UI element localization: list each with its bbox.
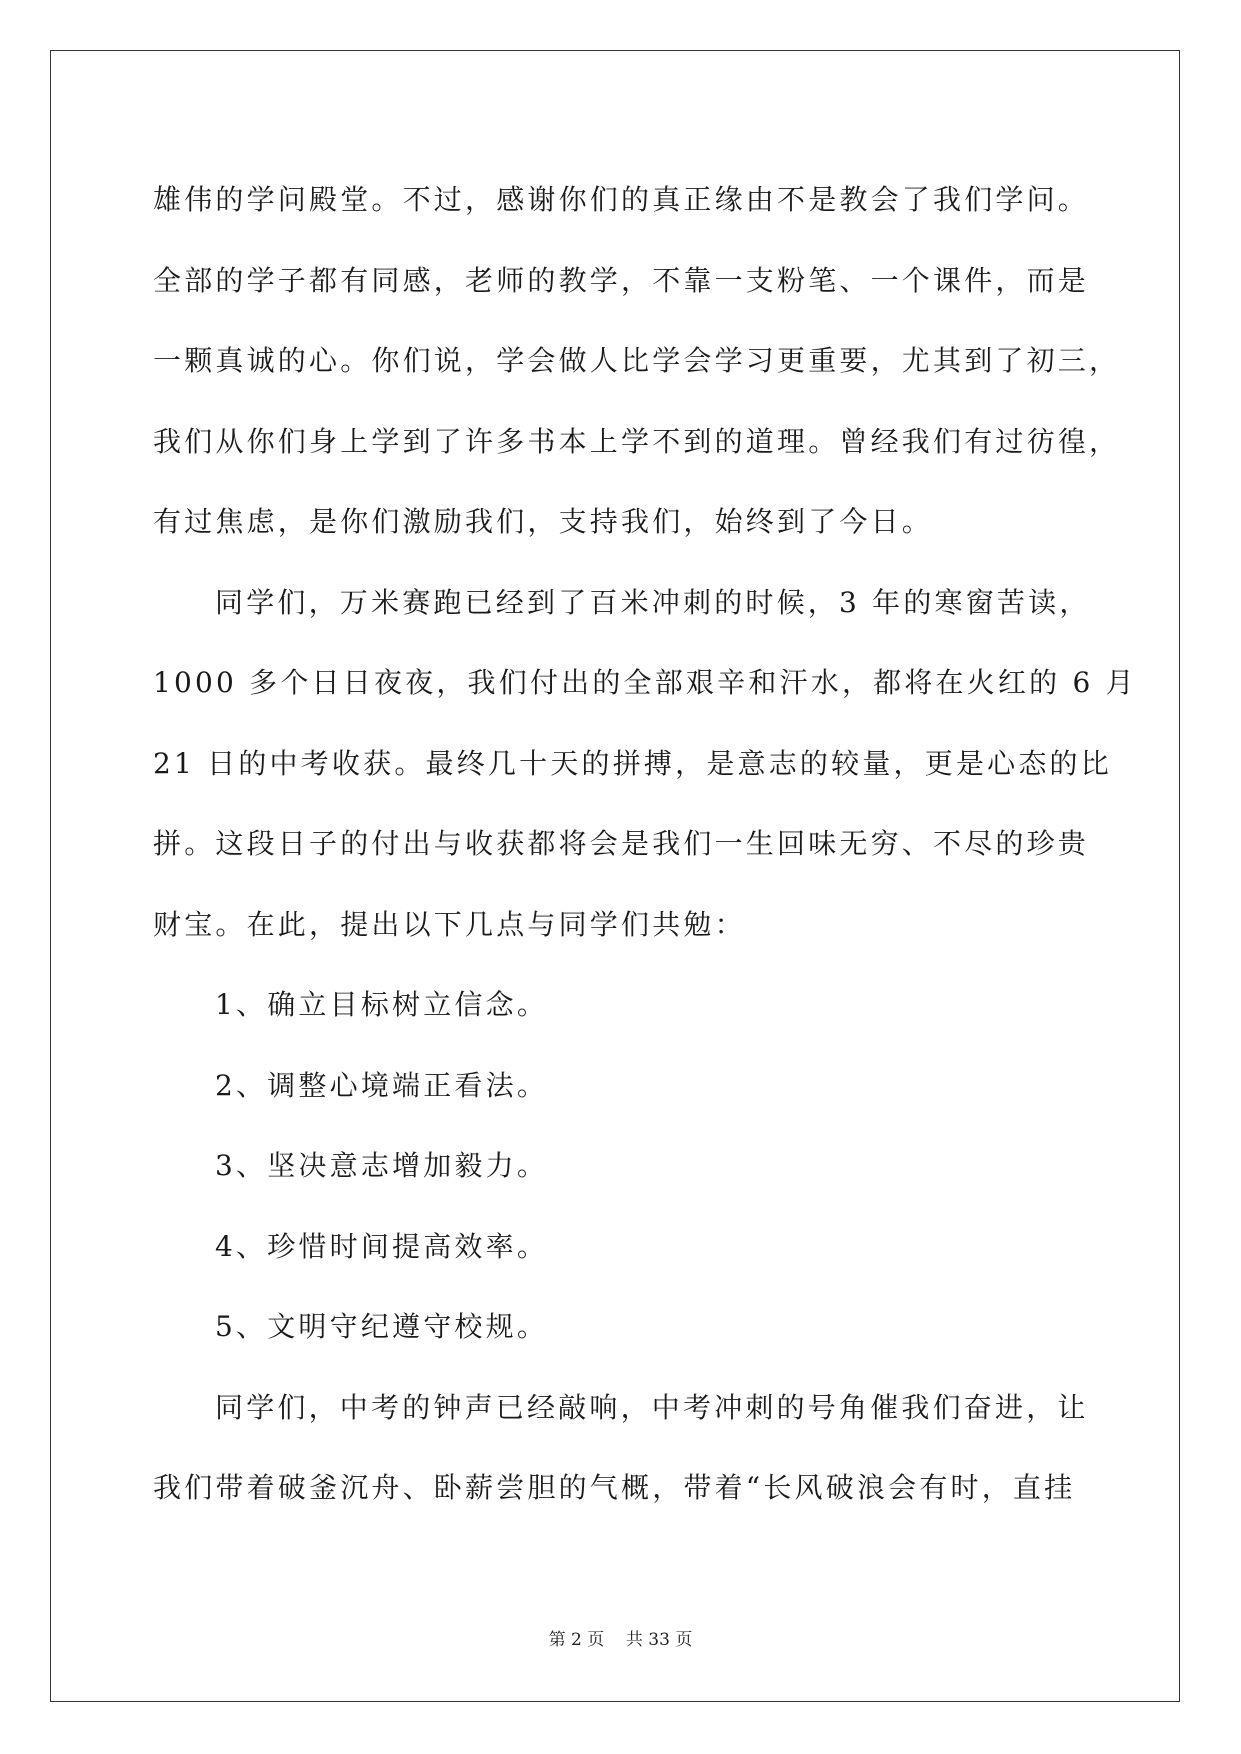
page-number-footer: 第 2 页 共 33 页 — [548, 1630, 693, 1650]
text-line: 我们从你们身上学到了许多书本上学不到的道理。曾经我们有过彷徨， — [153, 424, 1121, 458]
document-body — [153, 160, 1137, 1529]
text-line: 我们带着破釜沉舟、卧薪尝胆的气概，带着“长风破浪会有时，直挂 — [153, 1471, 1076, 1504]
list-item: 2、调整心境端正看法。 — [215, 1068, 549, 1102]
text-line: 21 日的中考收获。最终几十天的拼搏，是意志的较量，更是心态的比 — [153, 746, 1112, 780]
text-line: 有过焦虑，是你们激励我们，支持我们，始终到了今日。 — [153, 505, 934, 538]
text-line: 拼。这段日子的付出与收获都将会是我们一生回味无穷、不尽的珍贵 — [153, 827, 1090, 860]
text-line: 全部的学子都有同感，老师的教学，不靠一支粉笔、一个课件，而是 — [153, 263, 1090, 297]
text-line: 雄伟的学问殿堂。不过，感谢你们的真正缘由不是教会了我们学问。 — [153, 183, 1090, 216]
list-item: 4、珍惜时间提高效率。 — [215, 1229, 549, 1263]
text-line: 财宝。在此，提出以下几点与同学们共勉： — [153, 907, 746, 941]
paragraph-first-line: 同学们，中考的钟声已经敲响，中考冲刺的号角催我们奋进，让 — [215, 1390, 1089, 1424]
list-item: 5、文明守纪遵守校规。 — [215, 1310, 549, 1343]
text-line: 1000 多个日日夜夜，我们付出的全部艰辛和汗水，都将在火红的 6 月 — [153, 666, 1137, 699]
list-item: 1、确立目标树立信念。 — [215, 988, 549, 1021]
paragraph-first-line: 同学们，万米赛跑已经到了百米冲刺的时候，3 年的寒窗苦读， — [215, 585, 1091, 619]
text-line: 一颗真诚的心。你们说，学会做人比学会学习更重要，尤其到了初三， — [153, 344, 1121, 377]
list-item: 3、坚决意志增加毅力。 — [215, 1149, 549, 1182]
